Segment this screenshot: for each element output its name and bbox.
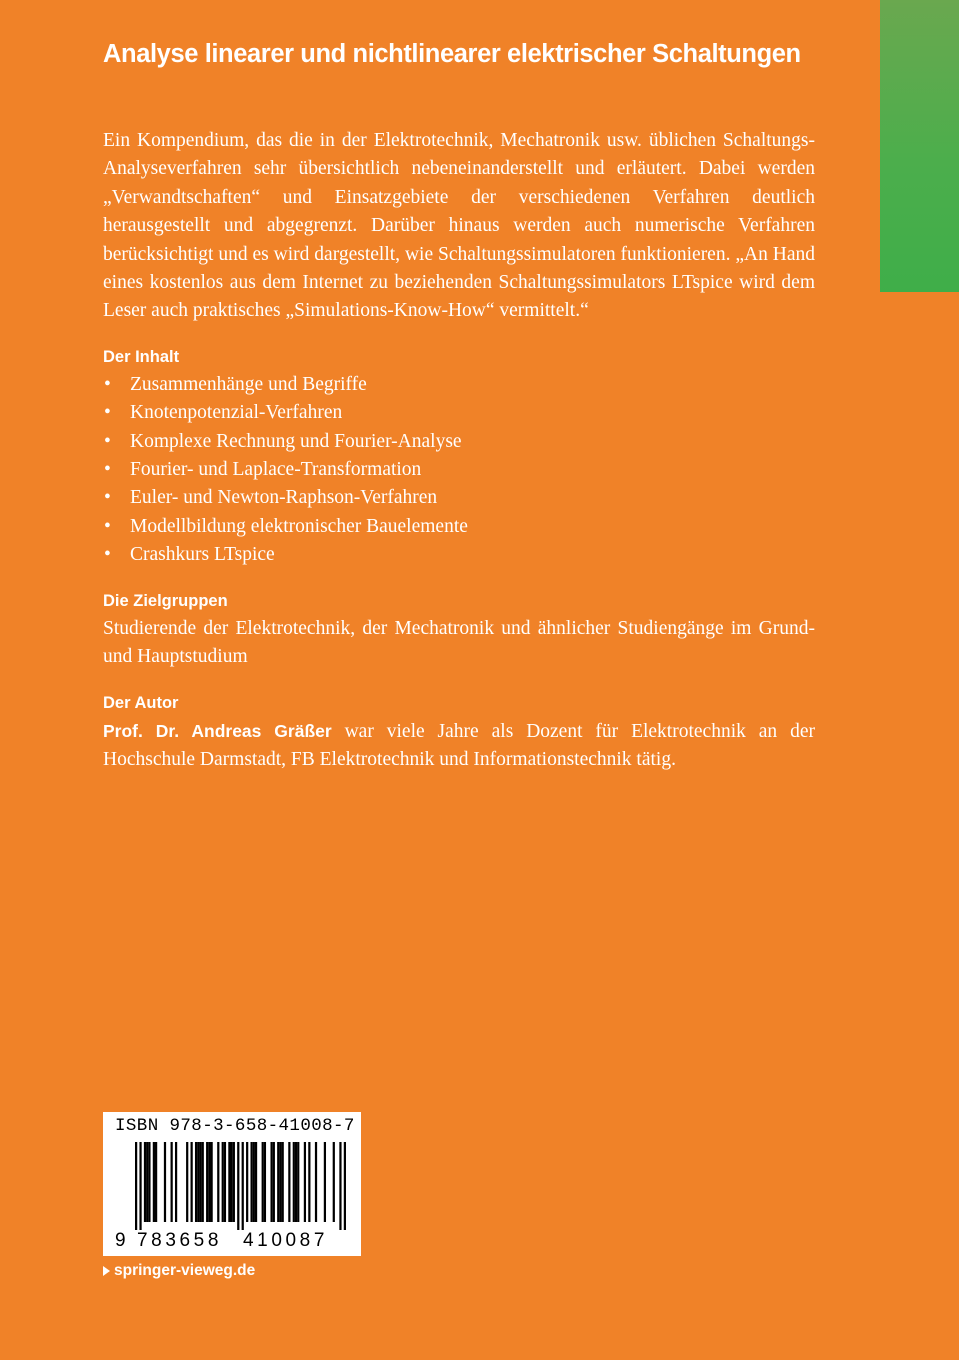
barcode-bar bbox=[164, 1142, 166, 1222]
audience-text: Studierende der Elektrotechnik, der Mechatronik und ähnlicher Studiengänge im Grund- und Hauptstudium bbox=[103, 617, 815, 668]
contents-item bbox=[103, 399, 815, 427]
barcode-bar bbox=[344, 1142, 346, 1230]
publisher-link[interactable] bbox=[103, 1262, 255, 1280]
barcode-bar bbox=[146, 1142, 148, 1222]
author-section bbox=[103, 689, 815, 775]
barcode-bar bbox=[324, 1142, 326, 1222]
barcode-bar bbox=[228, 1142, 230, 1222]
barcode-bar bbox=[175, 1142, 177, 1222]
barcode-bar bbox=[262, 1142, 264, 1222]
barcode-bar bbox=[191, 1142, 193, 1222]
contents-item bbox=[103, 484, 815, 512]
author-name: Prof. Dr. Andreas Gräßer bbox=[103, 720, 332, 741]
barcode-bar bbox=[233, 1142, 235, 1222]
barcode-bar bbox=[270, 1142, 272, 1222]
barcode-bar bbox=[273, 1142, 275, 1222]
contents-item-label: Euler- und Newton-Raphson-Verfahren bbox=[130, 487, 438, 509]
ean-first-digit: 9 bbox=[115, 1230, 126, 1251]
bullet-icon: • bbox=[104, 544, 111, 566]
barcode-bar bbox=[282, 1142, 284, 1222]
barcode-bar bbox=[250, 1142, 252, 1222]
barcode-bar bbox=[339, 1142, 341, 1230]
barcode-bar bbox=[171, 1142, 173, 1222]
back-cover-content bbox=[103, 127, 815, 774]
contents-item-label: Zusammenhänge und Begriffe bbox=[130, 373, 367, 395]
contents-item bbox=[103, 371, 815, 399]
barcode-bar bbox=[197, 1142, 199, 1222]
barcode-bar bbox=[246, 1142, 248, 1222]
contents-item bbox=[103, 456, 815, 484]
contents-section bbox=[103, 343, 815, 570]
barcode-bar bbox=[279, 1142, 281, 1222]
barcode-bar bbox=[295, 1142, 297, 1222]
barcode-bar bbox=[153, 1142, 155, 1222]
contents-item-label: Crashkurs LTspice bbox=[130, 544, 275, 566]
barcode-bar bbox=[186, 1142, 188, 1222]
author-heading: Der Autor bbox=[103, 693, 179, 712]
ean-right-digits: 410087 bbox=[243, 1230, 329, 1251]
barcode-bar bbox=[195, 1142, 197, 1222]
isbn-label: ISBN 978-3-658-41008-7 bbox=[115, 1116, 355, 1136]
arrow-right-icon bbox=[103, 1266, 110, 1276]
bullet-icon: • bbox=[104, 515, 111, 537]
barcode-bar bbox=[202, 1142, 204, 1222]
contents-heading: Der Inhalt bbox=[103, 347, 180, 366]
barcode-bar bbox=[304, 1142, 306, 1222]
barcode-bar bbox=[315, 1142, 317, 1222]
contents-item-label: Fourier- und Laplace-Transformation bbox=[130, 459, 422, 481]
barcode-bar bbox=[135, 1142, 137, 1230]
barcode-bar bbox=[155, 1142, 157, 1222]
barcode-bar bbox=[293, 1142, 295, 1222]
publisher-url: springer-vieweg.de bbox=[114, 1262, 256, 1279]
isbn-barcode bbox=[103, 1112, 361, 1256]
author-bio: war viele Jahre als Dozent für Elektrotechnik an der Hochschule Darmstadt, FB Elektrotechnik und Informationstechnik tätig. bbox=[103, 720, 815, 770]
bullet-icon: • bbox=[104, 430, 111, 452]
barcode-bar bbox=[144, 1142, 146, 1222]
barcode-bar bbox=[231, 1142, 233, 1222]
barcode-bar bbox=[222, 1142, 224, 1222]
contents-item bbox=[103, 513, 815, 541]
contents-list bbox=[103, 371, 815, 570]
barcode-bar bbox=[297, 1142, 299, 1222]
bullet-icon: • bbox=[104, 459, 111, 481]
audience-section bbox=[103, 587, 815, 672]
contents-item-label: Komplexe Rechnung und Fourier-Analyse bbox=[130, 430, 462, 452]
barcode-bar bbox=[211, 1142, 213, 1222]
barcode-bar bbox=[217, 1142, 219, 1222]
bullet-icon: • bbox=[104, 402, 111, 424]
barcode-bar bbox=[148, 1142, 150, 1222]
barcode-bar bbox=[253, 1142, 255, 1222]
barcode-bar bbox=[224, 1142, 226, 1222]
barcode-bar bbox=[242, 1142, 244, 1230]
barcode-bar bbox=[206, 1142, 208, 1222]
barcode-bar bbox=[208, 1142, 210, 1222]
bullet-icon: • bbox=[104, 373, 111, 395]
barcode-bar bbox=[308, 1142, 310, 1222]
contents-item bbox=[103, 541, 815, 569]
book-title: Analyse linearer und nichtlinearer elektrischer Schaltungen bbox=[103, 40, 801, 68]
barcode-bar bbox=[277, 1142, 279, 1222]
barcode-bar bbox=[139, 1142, 141, 1230]
author-text bbox=[103, 717, 815, 775]
bullet-icon: • bbox=[104, 487, 111, 509]
audience-heading: Die Zielgruppen bbox=[103, 591, 228, 610]
barcode-bar bbox=[255, 1142, 257, 1222]
contents-item-label: Modellbildung elektronischer Bauelemente bbox=[130, 515, 468, 537]
color-tab bbox=[880, 0, 959, 292]
barcode-bar bbox=[199, 1142, 201, 1222]
contents-item-label: Knotenpotenzial-Verfahren bbox=[130, 402, 343, 424]
barcode-bar bbox=[264, 1142, 266, 1222]
intro-paragraph: Ein Kompendium, das die in der Elektrotechnik, Mechatronik usw. üblichen Schaltungs-Analyseverfahren sehr übersichtlich nebeneinanderstellt und erläutert. Dabei werden „Verwandtschaften“ und Einsatzgebiete der verschiedenen Verfahren deutlich herausgestellt und abgegrenzt. Darüber hinaus werden auch numerische Verfahren berücksichtigt und es wird dargestellt, wie Schaltungssimulatoren funktionieren. „An Hand eines kostenlos aus dem Internet zu beziehenden Schaltungssimulators LTspice wird dem Leser auch praktisches „Simulations-Know-How“ vermittelt.“ bbox=[103, 130, 815, 322]
barcode-bar bbox=[237, 1142, 239, 1230]
barcode-bars bbox=[135, 1142, 346, 1230]
ean-left-digits: 783658 bbox=[137, 1230, 223, 1251]
contents-item bbox=[103, 428, 815, 456]
barcode-bar bbox=[288, 1142, 290, 1222]
barcode-bar bbox=[333, 1142, 335, 1222]
